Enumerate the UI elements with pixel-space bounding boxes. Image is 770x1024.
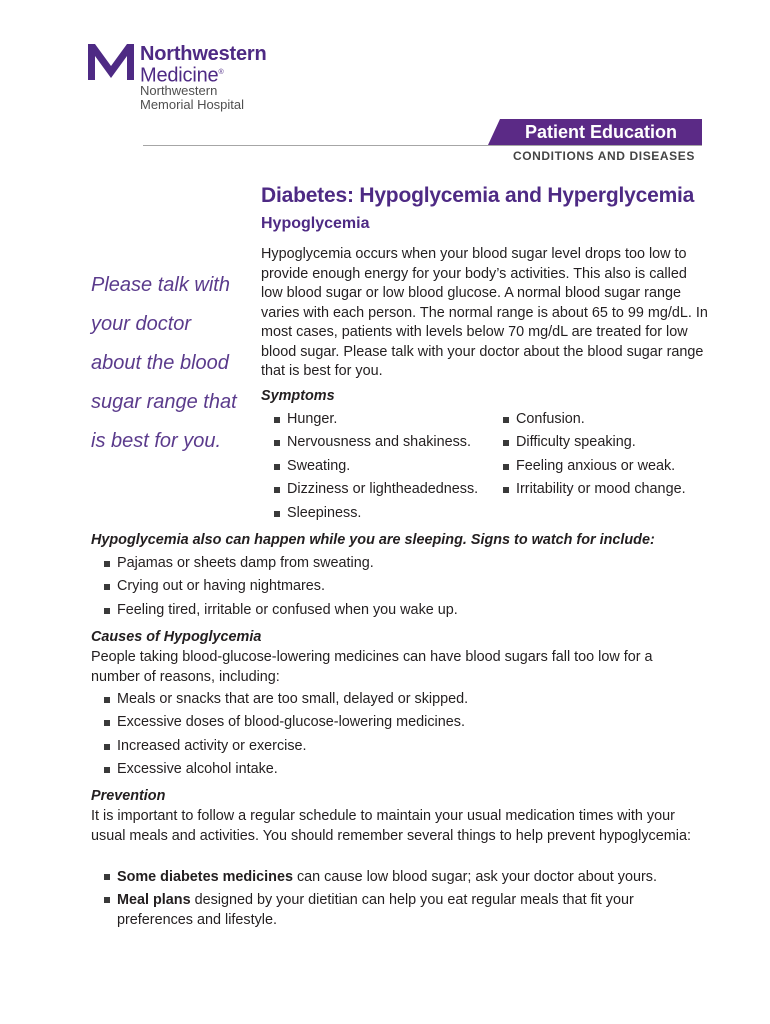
logo-name-medicine: Medicine® bbox=[140, 64, 224, 87]
list-item: Pajamas or sheets damp from sweating. bbox=[104, 552, 458, 575]
pull-quote-line: your doctor bbox=[91, 313, 192, 335]
pull-quote-line: Please talk with bbox=[91, 274, 230, 296]
list-item: Excessive alcohol intake. bbox=[104, 758, 468, 781]
list-item: Irritability or mood change. bbox=[503, 478, 686, 501]
list-item: Difficulty speaking. bbox=[503, 431, 686, 454]
northwestern-medicine-logo-icon bbox=[88, 44, 134, 80]
patient-education-label: Patient Education bbox=[524, 122, 677, 142]
causes-paragraph: People taking blood-glucose-lowering medicines can have blood sugars fall too low for a number of reasons, including: bbox=[91, 649, 653, 685]
pull-quote-line: about the blood bbox=[91, 352, 229, 374]
intro-paragraph: Hypoglycemia occurs when your blood sugar level drops too low to provide enough energy for your body’s activities. This also is called low blood sugar or low blood glucose. A normal blood sugar range varies with each person. The normal range is about 65 to 99 mg/dL. In most cases, patients with levels below 70 mg/dL are treated for low blood sugar. Please talk with your doctor about the blood sugar range that is best for you. bbox=[261, 246, 708, 379]
header-divider bbox=[143, 145, 702, 146]
list-item: Nervousness and shakiness. bbox=[274, 431, 478, 454]
list-item: Crying out or having nightmares. bbox=[104, 575, 458, 598]
pull-quote-line: is best for you. bbox=[91, 430, 222, 452]
logo-name: Northwestern bbox=[140, 43, 267, 65]
list-item: Meal plans designed by your dietitian can help you eat regular meals that fit your preferences and lifestyle. bbox=[104, 890, 694, 930]
list-item: Hunger. bbox=[274, 408, 478, 431]
category-label: CONDITIONS AND DISEASES bbox=[512, 149, 695, 163]
symptoms-heading: Symptoms bbox=[261, 388, 335, 404]
list-item: Sleepiness. bbox=[274, 502, 478, 525]
causes-heading: Causes of Hypoglycemia bbox=[91, 629, 262, 645]
symptoms-list-right bbox=[503, 408, 686, 502]
list-item: Some diabetes medicines can cause low blood sugar; ask your doctor about yours. bbox=[104, 867, 694, 887]
page-title: Diabetes: Hypoglycemia and Hyperglycemia bbox=[261, 184, 695, 207]
pull-quote-line: sugar range that bbox=[91, 391, 237, 413]
logo-subtitle: Northwestern Memorial Hospital bbox=[140, 83, 245, 112]
list-item: Feeling tired, irritable or confused when you wake up. bbox=[104, 599, 458, 622]
causes-list bbox=[104, 688, 468, 782]
sleeping-signs-list bbox=[104, 552, 458, 622]
symptoms-list-left bbox=[274, 408, 478, 525]
prevention-list bbox=[104, 867, 694, 933]
list-item: Meals or snacks that are too small, delayed or skipped. bbox=[104, 688, 468, 711]
list-item: Increased activity or exercise. bbox=[104, 735, 468, 758]
list-item: Confusion. bbox=[503, 408, 686, 431]
pull-quote bbox=[91, 266, 261, 461]
list-item: Dizziness or lightheadedness. bbox=[274, 478, 478, 501]
prevention-paragraph: It is important to follow a regular schedule to maintain your usual medication times with your usual meals and activities. You should remember several things to help prevent hypoglycemia: bbox=[91, 808, 691, 844]
prevention-heading: Prevention bbox=[91, 788, 166, 804]
list-item: Feeling anxious or weak. bbox=[503, 455, 686, 478]
list-item: Sweating. bbox=[274, 455, 478, 478]
sleeping-signs-heading: Hypoglycemia also can happen while you are sleeping. Signs to watch for include: bbox=[91, 532, 655, 548]
list-item: Excessive doses of blood-glucose-lowering medicines. bbox=[104, 711, 468, 734]
section-title: Hypoglycemia bbox=[261, 215, 370, 232]
